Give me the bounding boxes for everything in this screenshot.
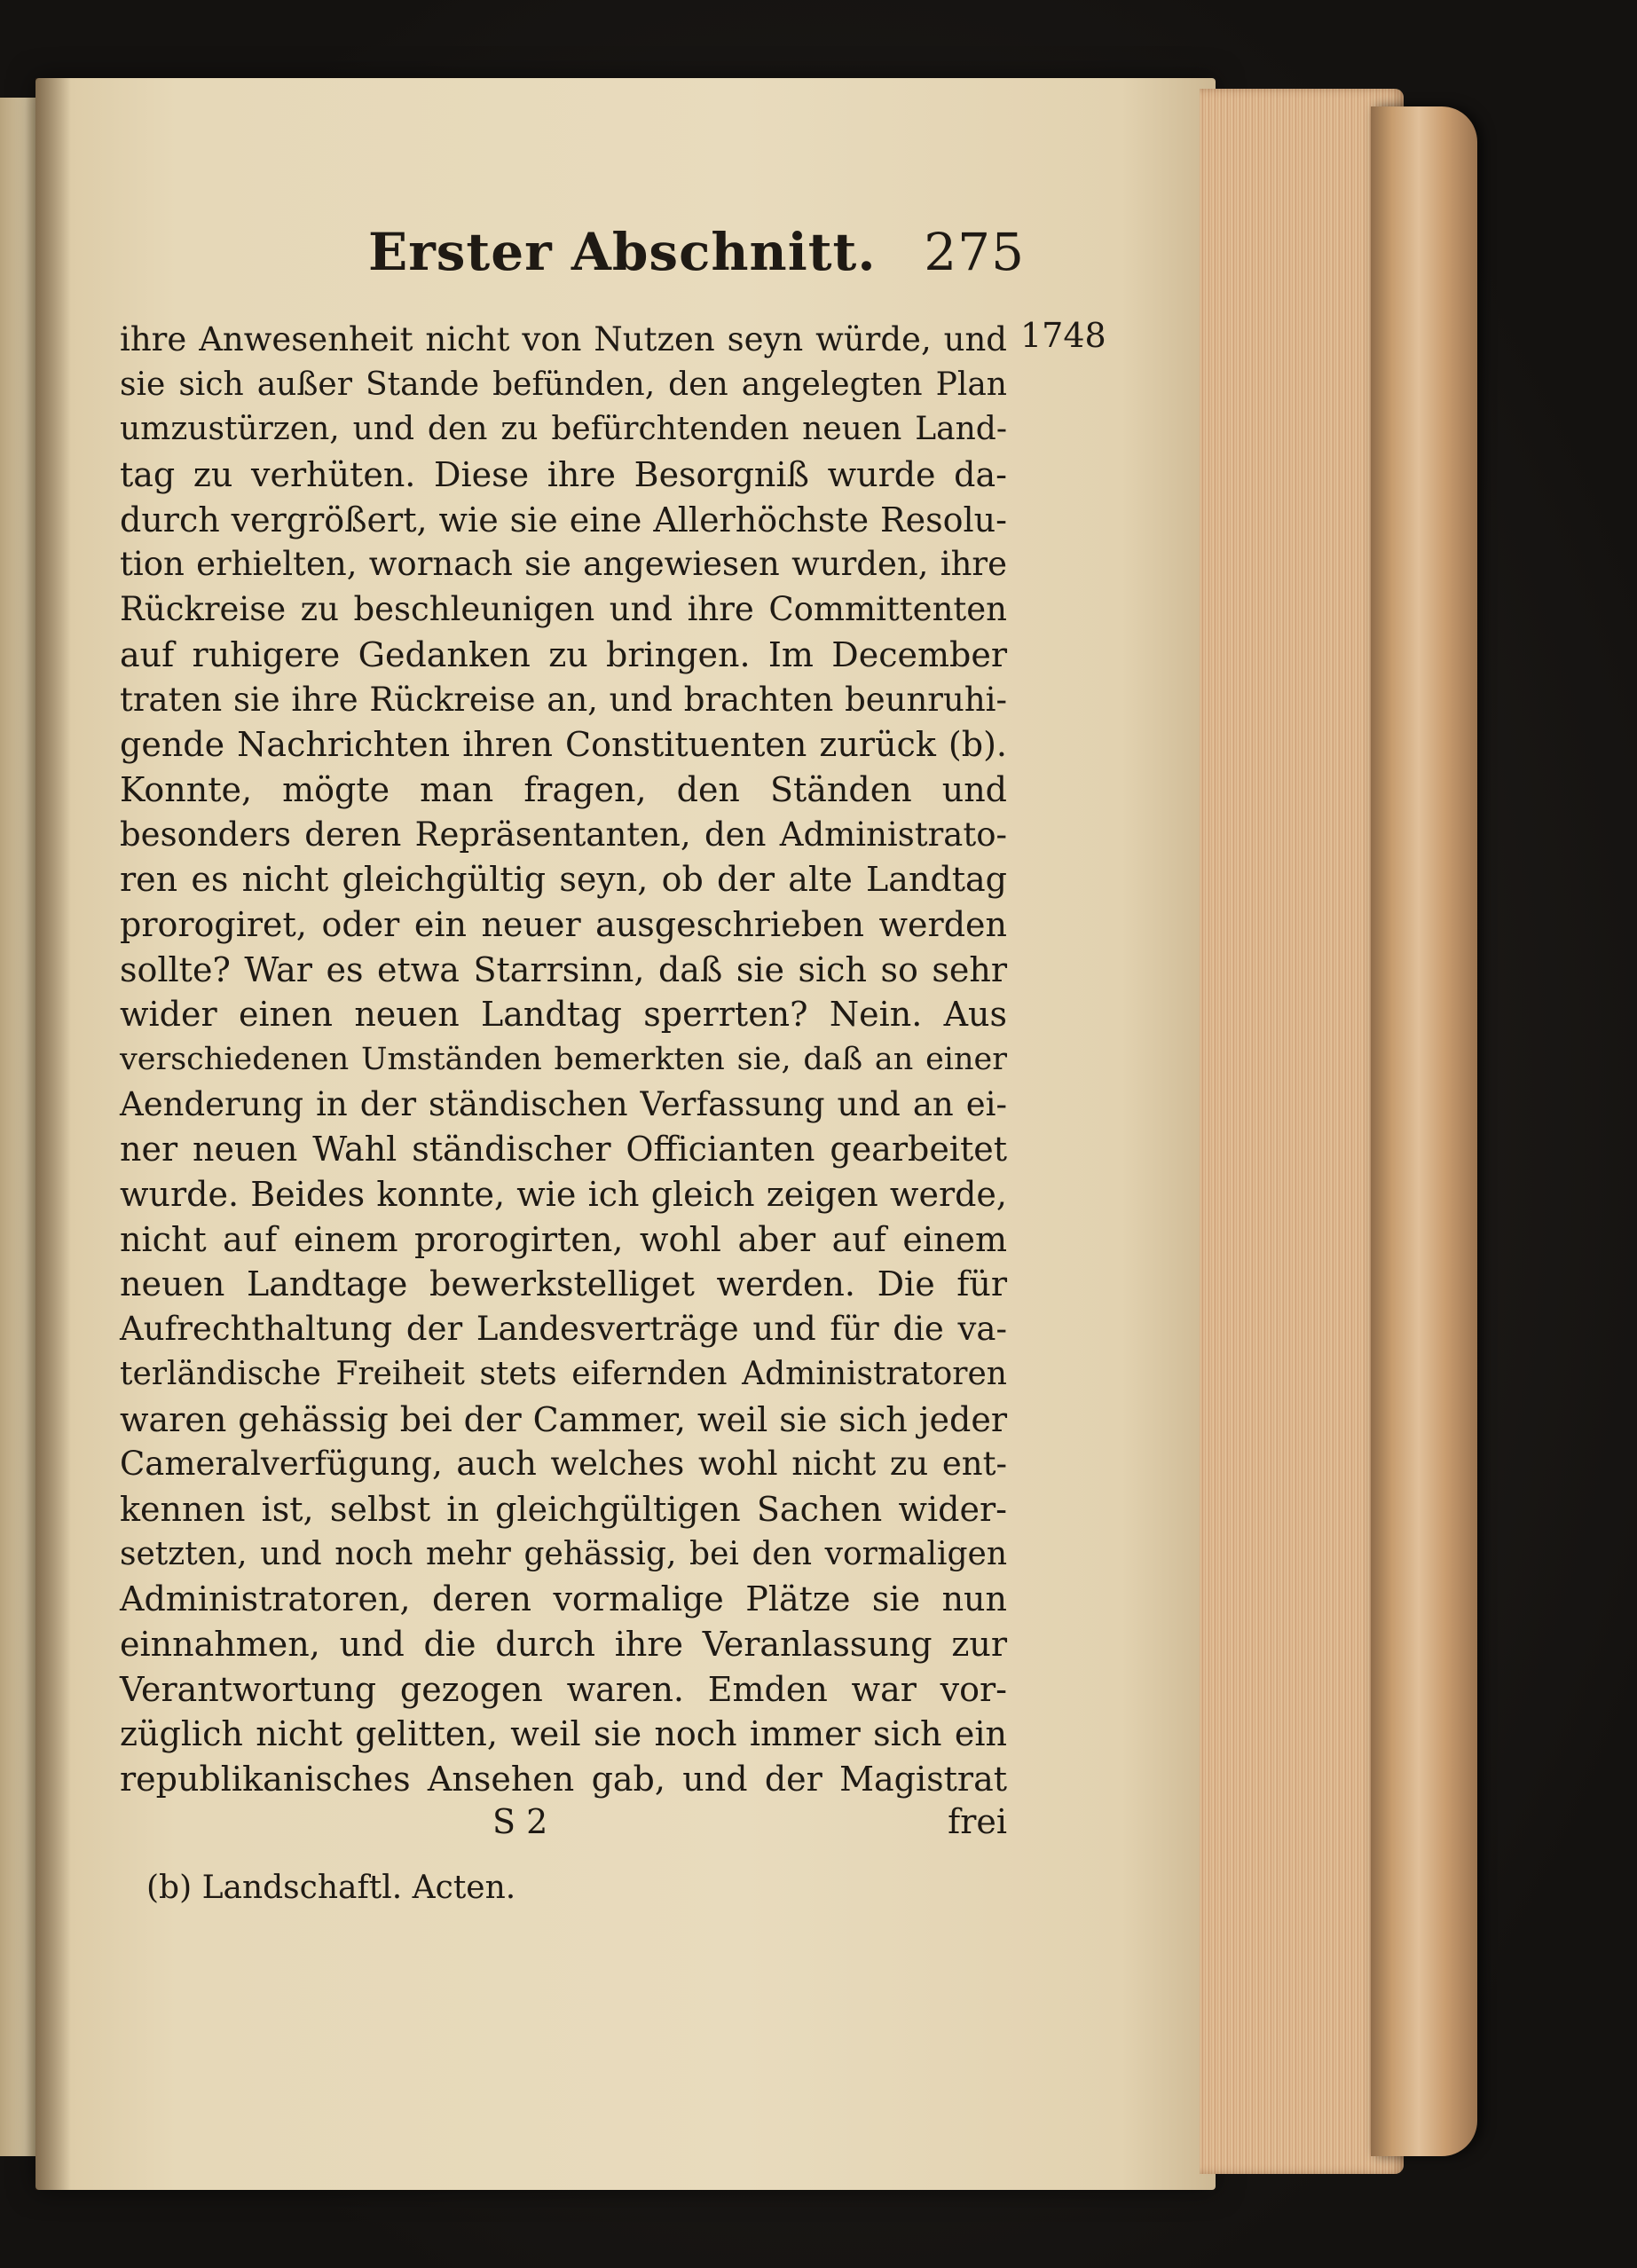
text-line: Administratoren, deren vormalige Plätze sie nun [120,1579,1007,1619]
text-line: setzten, und noch mehr gehässig, bei den vormaligen [120,1535,1007,1572]
body-text [120,318,1007,1802]
text-line: züglich nicht gelitten, weil sie noch immer sich ein [120,1714,1007,1754]
text-line: neuen Landtage bewerkstelliget werden. Die für [120,1264,1007,1304]
text-line: nicht auf einem prorogirten, wohl aber auf einem [120,1219,1007,1259]
text-line: sollte? War es etwa Starrsinn, daß sie sich so sehr [120,949,1007,989]
text-line: einnahmen, und die durch ihre Veranlassung zur [120,1624,1007,1664]
text-line: verschiedenen Umständen bemerkten sie, daß an einer [120,1042,1007,1077]
text-line: Aufrechthaltung der Landesverträge und für die va- [120,1310,1007,1349]
text-line: wider einen neuen Landtag sperrten? Nein. Aus [120,995,1007,1035]
text-line: ner neuen Wahl ständischer Officianten gearbeitet [120,1130,1007,1169]
text-line: kennen ist, selbst in gleichgültigen Sachen wider- [120,1489,1007,1529]
text-line: besonders deren Repräsentanten, den Administrato- [120,815,1007,854]
text-line: ihre Anwesenheit nicht von Nutzen seyn würde, und [120,320,1007,358]
margin-year-note: 1748 [1020,316,1106,355]
page-text [120,222,1106,1906]
text-line: prorogiret, oder ein neuer ausgeschrieben werden [120,904,1007,944]
text-line: tion erhielten, wornach sie angewiesen wurden, ihre [120,545,1007,584]
footnote: (b) Landschaftl. Acten. [146,1869,516,1906]
text-line: sie sich außer Stande befünden, den angelegten Plan [120,366,1007,403]
text-line: Verantwortung gezogen waren. Emden war vor- [120,1669,1007,1709]
text-line: Aenderung in der ständischen Verfassung und an ei- [120,1084,1007,1123]
text-line: gende Nachrichten ihren Constituenten zurück (b). [120,725,1007,765]
book-cover-edge [1371,106,1477,2156]
text-line: Cameralverfügung, auch welches wohl nicht zu ent- [120,1445,1007,1484]
text-line: waren gehässig bei der Cammer, weil sie sich jeder [120,1399,1007,1439]
text-line: Konnte, mögte man fragen, den Ständen und [120,769,1007,809]
running-head [120,222,1025,293]
text-line: Rückreise zu beschleunigen und ihre Committenten [120,590,1007,629]
gutter-shadow [35,78,71,2190]
signature-mark: S 2 [492,1801,548,1841]
text-line: umzustürzen, und den zu befürchtenden neuen Land- [120,411,1007,448]
text-line: wurde. Beides konnte, wie ich gleich zeigen werde, [120,1175,1007,1215]
catchword: frei [948,1801,1007,1841]
text-line: ren es nicht gleichgültig seyn, ob der alte Landtag [120,860,1007,900]
text-line: terländische Freiheit stets eifernden Administratoren [120,1355,1007,1392]
text-line: traten sie ihre Rückreise an, und brachten beunruhi- [120,680,1007,719]
section-title: Erster Abschnitt. [368,222,877,282]
text-line: auf ruhigere Gedanken zu bringen. Im December [120,634,1007,674]
text-line: tag zu verhüten. Diese ihre Besorgniß wurde da- [120,455,1007,495]
text-line: durch vergrößert, wie sie eine Allerhöchste Resolu- [120,500,1007,539]
text-line: republikanisches Ansehen gab, und der Magistrat [120,1760,1007,1799]
signature-row [120,1802,1007,1847]
page-number: 275 [924,222,1025,282]
